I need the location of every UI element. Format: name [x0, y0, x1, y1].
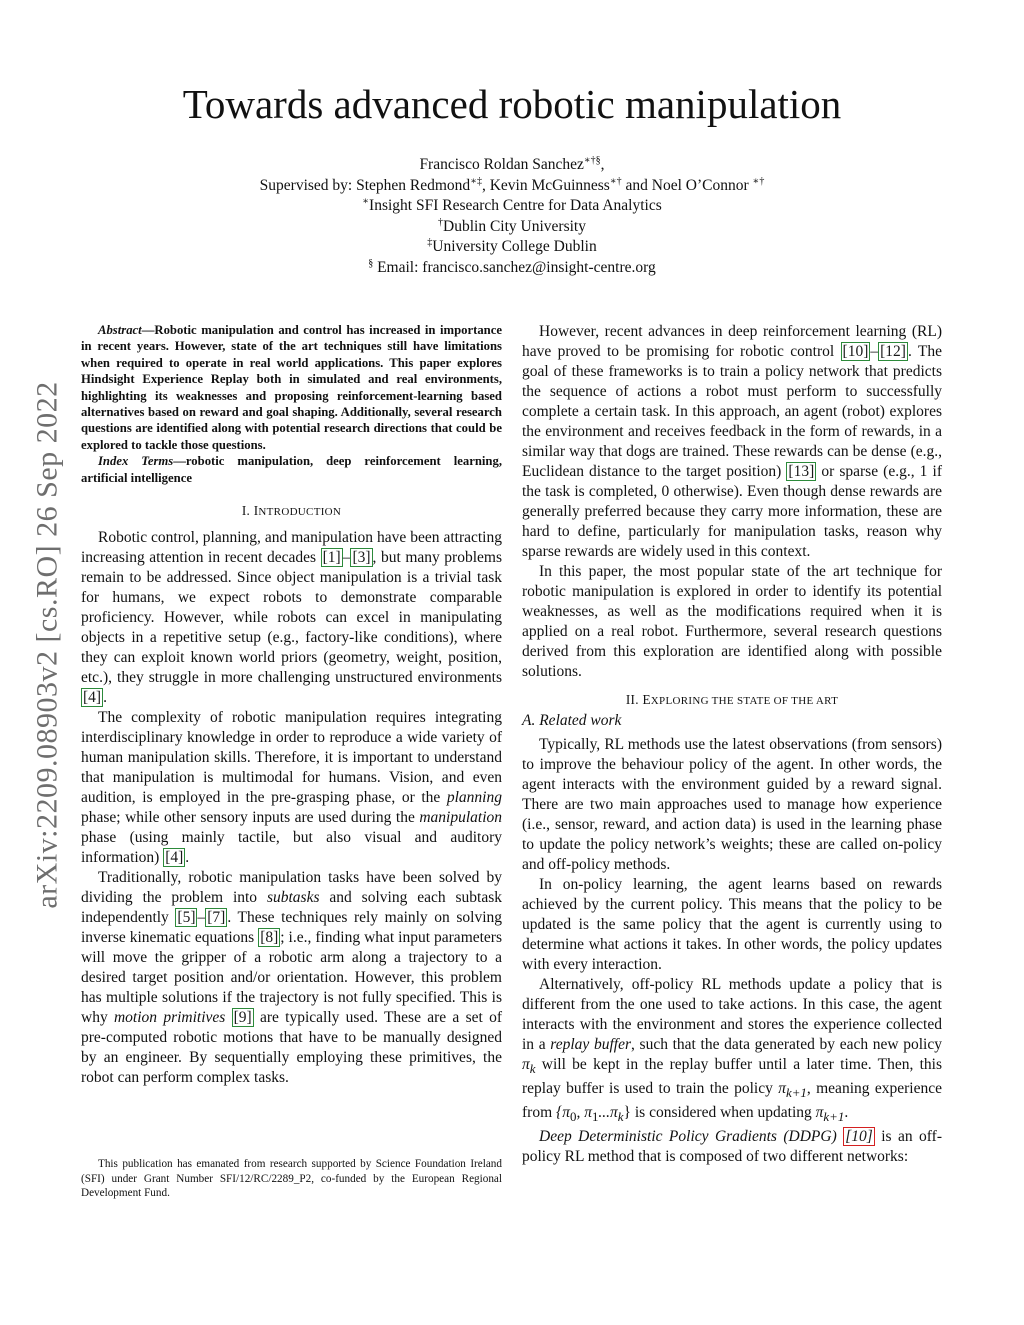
- intro-paragraph-1: Robotic control, planning, and manipulation have been attracting increasing attention in recent decades [1] – [3] , but many problems remain to be addressed. Since object manipulation is a trivial task for humans, we expect robots to demonstrate comparable proficiency. However, while robots can excel in manipulating objects in a repetitive setup (e.g., factory-like conditions), where they can exploit known world priors (geometry, weight, position, etc.), they struggle in more challenging unstructured environments [4] .: [81, 529, 502, 707]
- citation-link[interactable]: [3]: [352, 549, 371, 567]
- right-paragraph-4: In on-policy learning, the agent learns based on rewards achieved by the current policy. This means that the policy to be updated is the same policy that the agent is currently using to determine what actions it takes. In other words, the policy updates with every interaction.: [522, 876, 942, 973]
- author-block: [0, 155, 1024, 279]
- citation-link[interactable]: [1]: [322, 549, 341, 567]
- right-paragraph-1: However, recent advances in deep reinforcement learning (RL) have proved to be promising for robotic control [10] – [12] . The goal of these frameworks is to train a policy network that predicts the sequence of actions a robot must perform to successfully complete a certain task. In this approach, an agent (robot) explores the environment and receives feedback in the form of rewards, in a similar way that dogs are trained. These rewards can be dense (e.g., Euclidean distance to the target position) [13] or sparse (e.g., 1 if the task is completed, 0 otherwise). Even though dense rewards are generally preferred because they carry more information, these are hard to define, particularly for manipulation tasks, reason why sparse rewards are widely used in this context.: [522, 323, 942, 560]
- footnote: This publication has emanated from research supported by Science Foundation Ireland (SFI) under Grant Number SFI/12/RC/2289_P2, co-funded by the European Regional Development Fund.: [81, 1158, 502, 1199]
- citation-link[interactable]: [13]: [788, 463, 815, 480]
- right-paragraph-5: Alternatively, off-policy RL methods update a policy that is different from the one used to take actions. In this case, the agent interacts with the environment and stores the experience collected in a replay buffer, such that the data generated by each new policy $\pi_k$ will be kept in the replay buffer until a later time. Then, this replay buffer is used to train the policy $\pi_{k+1}$, meaning experience from {$\pi_0$, $\pi_1...\pi_k$} is considered when updating $\pi_{k+1}$.: [522, 976, 942, 1125]
- author-line: Francisco Roldan Sanchez∗†§,: [419, 154, 605, 173]
- section-introduction-heading: I. INTRODUCTION: [241, 503, 342, 519]
- abstract: Abstract—Robotic manipulation and control has increased in importance in recent years. However, state of the art techniques still have limitations when required to operate in real world applications. This paper explores Hindsight Experience Replay both in simulated and real environments, highlighting its weaknesses and proposing reinforcement-learning based alternatives based on reward and goal shaping. Additionally, several research questions are identified along with potential research directions that could be explored to tackle those questions.: [81, 323, 502, 452]
- citation-link[interactable]: [10]: [845, 1128, 873, 1146]
- affiliation-insight: ∗Insight SFI Research Centre for Data Analytics: [362, 196, 662, 215]
- right-paragraph-6: Deep Deterministic Policy Gradients (DDPG) [10] is an off-policy RL method that is composed of two different networks:: [522, 1128, 942, 1166]
- author-email[interactable]: § Email: francisco.sanchez@insight-centre.org: [368, 257, 656, 276]
- subsection-related-work: A. Related work: [522, 712, 622, 729]
- intro-paragraph-3: Traditionally, robotic manipulation tasks have been solved by dividing the problem into subtasks and solving each subtask independently [5] – [7] . These techniques rely mainly on solving inverse kinematic equations [8] ; i.e., finding what input parameters will move the gripper of a robotic arm along a trajectory to a desired target position and/or orientation. However, this problem has multiple solutions if the trajectory is not fully specified. This is why motion primitives [9] are typically used. These are a set of pre-computed robotic motions that have to be manually designed by an engineer. By sequentially employing these primitives, the robot can perform complex tasks.: [81, 869, 503, 1087]
- citation-link[interactable]: [12]: [880, 343, 906, 360]
- right-paragraph-3: Typically, RL methods use the latest observations (from sensors) to improve the behaviour policy of the agent. In other words, the agent interacts with the environment guided by a reward signal. There are two main approaches used to manage how experience (i.e., sensor, reward, and action data) is used in the learning phase to update the policy network’s weights; these are called on-policy and off-policy methods.: [522, 736, 942, 873]
- arxiv-stamp-text: arXiv:2209.08903v2 [cs.RO] 26 Sep 2022: [31, 381, 65, 909]
- citation-link[interactable]: [9]: [233, 1009, 252, 1027]
- arxiv-stamp: [28, 350, 68, 940]
- paper-title: Towards advanced robotic manipulation: [182, 81, 842, 127]
- affiliation-dcu: †Dublin City University: [438, 216, 586, 235]
- citation-link[interactable]: [4]: [165, 849, 184, 867]
- citation-link[interactable]: [5]: [177, 909, 196, 927]
- section-state-of-art-heading: II. EXPLORING THE STATE OF THE ART: [625, 692, 839, 707]
- right-paragraph-2: In this paper, the most popular state of the art technique for robotic manipulation is explored in order to identify its potential weaknesses, as well as the modifications required when it is applied on a real robot. Furthermore, several research questions derived from this exploration are identified along with possible solutions.: [522, 563, 942, 680]
- left-column: [81, 322, 502, 1088]
- index-terms: Index Terms—robotic manipulation, deep reinforcement learning, artificial intelligence: [81, 454, 502, 485]
- supervisors-line: Supervised by: Stephen Redmond∗‡, Kevin McGuinness∗† and Noel O’Connor ∗†: [259, 175, 765, 194]
- citation-link[interactable]: [10]: [842, 343, 869, 360]
- affiliation-ucd: ‡University College Dublin: [427, 237, 597, 256]
- citation-link[interactable]: [8]: [260, 929, 279, 947]
- intro-paragraph-2: The complexity of robotic manipulation requires integrating interdisciplinary knowledge in order to reproduce a wide variety of human manipulation skills. Therefore, it is important to understand that manipulation is multimodal for humans. Vision, and even audition, is employed in the pre-grasping phase, or the planning phase; while other sensory inputs are used during the manipulation phase (using mainly tactile, but also visual and auditory information) [4] .: [81, 709, 502, 867]
- citation-link[interactable]: [4]: [83, 689, 102, 707]
- right-column: [522, 322, 942, 1167]
- citation-link[interactable]: [7]: [207, 909, 226, 927]
